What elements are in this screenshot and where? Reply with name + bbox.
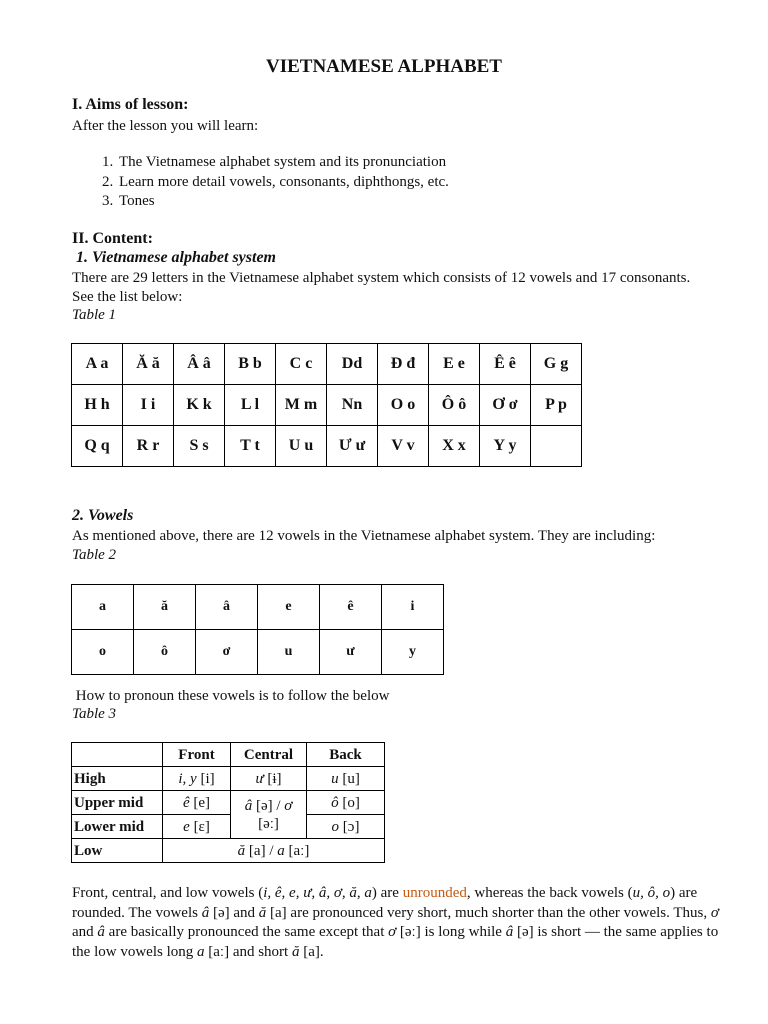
subheading-vowels: 2. Vowels [72, 507, 134, 524]
table-cell: Nn [327, 385, 378, 426]
table-cell: â [196, 585, 258, 630]
table-cell: L l [225, 385, 276, 426]
table-cell: C c [276, 344, 327, 385]
section-content-heading: II. Content: [72, 230, 153, 247]
table-row [72, 815, 385, 839]
row-label-lower-mid: Lower mid [72, 815, 163, 839]
table-cell: A a [72, 344, 123, 385]
unrounded-highlight: unrounded [402, 885, 467, 901]
table-cell: M m [276, 385, 327, 426]
table-row [72, 791, 385, 815]
subheading-alphabet: 1. Vietnamese alphabet system [76, 249, 276, 266]
table-row [72, 385, 582, 426]
table-row [72, 743, 385, 767]
table-row [72, 344, 582, 385]
table-cell [531, 426, 582, 467]
table-cell: X x [429, 426, 480, 467]
table-cell: ô [o] [307, 791, 385, 815]
row-label-low: Low [72, 839, 163, 863]
table-cell: ă [134, 585, 196, 630]
table-row [72, 839, 385, 863]
aims-intro: After the lesson you will learn: [72, 118, 259, 134]
table-row [72, 426, 582, 467]
page-title: VIETNAMESE ALPHABET [266, 56, 502, 77]
table-cell: ư [ɨ] [231, 767, 307, 791]
table-cell: B b [225, 344, 276, 385]
table-cell: ư [320, 630, 382, 675]
table-row [72, 585, 444, 630]
header-back: Back [307, 743, 385, 767]
list-item: 3. Tones [117, 192, 449, 212]
table-cell: ô [134, 630, 196, 675]
table3-caption: Table 3 [72, 706, 117, 722]
row-label-high: High [72, 767, 163, 791]
table-cell: u [258, 630, 320, 675]
table2-caption: Table 2 [72, 547, 117, 563]
table-cell: e [ɛ] [163, 815, 231, 839]
aims-list [72, 153, 449, 212]
table-cell: U u [276, 426, 327, 467]
table3-intro: How to pronoun these vowels is to follow the below [72, 688, 390, 704]
table-cell: Q q [72, 426, 123, 467]
table-cell: S s [174, 426, 225, 467]
table-cell: o [72, 630, 134, 675]
alphabet-description: There are 29 letters in the Vietnamese alphabet system which consists of 12 vowels and 17 consonants. See the list below: [72, 270, 691, 305]
table-cell: G g [531, 344, 582, 385]
vowels-table [71, 584, 444, 675]
table-cell: o [ɔ] [307, 815, 385, 839]
table-cell: Ơ ơ [480, 385, 531, 426]
section-aims-heading: I. Aims of lesson: [72, 96, 189, 113]
table-cell: â [ə] / ơ [əː] [231, 791, 307, 839]
table-cell: Ư ư [327, 426, 378, 467]
vowel-chart-table [71, 742, 385, 863]
list-item: 1. The Vietnamese alphabet system and its pronunciation [117, 153, 449, 173]
list-item: 2. Learn more detail vowels, consonants, diphthongs, etc. [117, 173, 449, 193]
table-cell: O o [378, 385, 429, 426]
table-cell: E e [429, 344, 480, 385]
alphabet-table [71, 343, 582, 467]
table-cell: H h [72, 385, 123, 426]
header-central: Central [231, 743, 307, 767]
table-corner-cell [72, 743, 163, 767]
vowel-explanation-paragraph: Front, central, and low vowels (i, ê, e, ư, â, ơ, ă, a) are unrounded, whereas the back vowels (u, ô, o) are rounded. The vowels â [ə] and ă [a] are pronounced very short, much shorter than the other vowels. Thus, ơ and â are basically pronounced the same except that ơ [əː] is long while â [ə] is short — the same applies to the low vowels long a [aː] and short ă [a]. [72, 885, 719, 960]
table-row [72, 630, 444, 675]
table-cell: u [u] [307, 767, 385, 791]
table1-caption: Table 1 [72, 307, 117, 323]
table-cell: Ô ô [429, 385, 480, 426]
table-cell: a [72, 585, 134, 630]
table-cell: i, y [i] [163, 767, 231, 791]
table-cell: Y y [480, 426, 531, 467]
header-front: Front [163, 743, 231, 767]
table-cell: P p [531, 385, 582, 426]
table-cell: I i [123, 385, 174, 426]
table-cell: ơ [196, 630, 258, 675]
table-cell: e [258, 585, 320, 630]
table-cell: Ă ă [123, 344, 174, 385]
table-cell: y [382, 630, 444, 675]
table-cell: i [382, 585, 444, 630]
row-label-upper-mid: Upper mid [72, 791, 163, 815]
table-cell: T t [225, 426, 276, 467]
table-cell: Dd [327, 344, 378, 385]
table-cell: K k [174, 385, 225, 426]
table-cell: Đ đ [378, 344, 429, 385]
table-cell: V v [378, 426, 429, 467]
vowels-description: As mentioned above, there are 12 vowels in the Vietnamese alphabet system. They are including: [72, 528, 656, 544]
table-cell: ê [320, 585, 382, 630]
table-cell: ă [a] / a [aː] [163, 839, 385, 863]
table-cell: Ê ê [480, 344, 531, 385]
table-cell: R r [123, 426, 174, 467]
table-cell: ê [e] [163, 791, 231, 815]
table-row [72, 767, 385, 791]
table-cell: Â â [174, 344, 225, 385]
